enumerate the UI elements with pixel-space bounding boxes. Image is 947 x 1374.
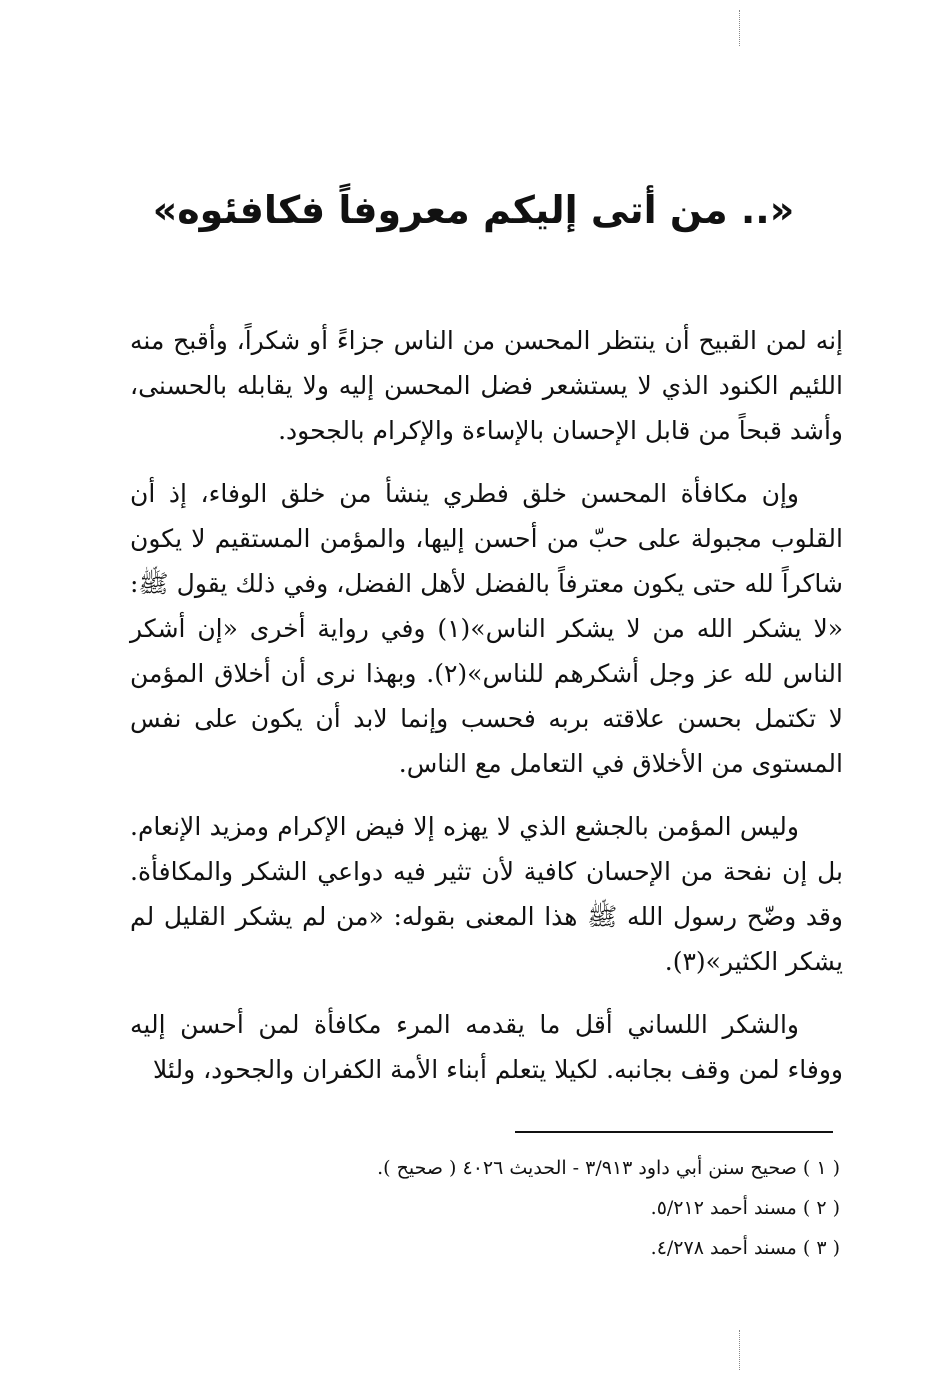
paragraph-2: وإن مكافأة المحسن خلق فطري ينشأ من خلق الوفاء، إذ أن القلوب مجبولة على حبّ من أحسن إليها، والمؤمن المستقيم لا يكون شاكراً لله حتى يكون معترفاً بالفضل لأهل الفضل، وفي ذلك يقول ﷺ: «لا يشكر الله من لا يشكر الناس»(١) وفي رواية أخرى «إن أشكر الناس لله عز وجل أشكرهم للناس»(٢). وبهذا نرى أن أخلاق المؤمن لا تكتمل بحسن علاقته بربه فحسب وإنما لابد أن يكون على نفس المستوى من الأخلاق في التعامل مع الناس.: [130, 479, 844, 778]
footnote-divider: [515, 1131, 833, 1133]
footnotes: [300, 1148, 840, 1268]
paragraph-4: والشكر اللساني أقل ما يقدمه المرء مكافأة لمن أحسن إليه ووفاء لمن وقف بجانبه. لكيلا يتعلم أبناء الأمة الكفران والجحود، ولئلا: [130, 1010, 843, 1084]
scan-mark-bottom: [739, 1330, 740, 1370]
paragraph-3: وليس المؤمن بالجشع الذي لا يهزه إلا فيض الإكرام ومزيد الإنعام. بل إن نفحة من الإحسان كافية لأن تثير فيه دواعي الشكر والمكافأة. وقد وضّح رسول الله ﷺ هذا المعنى بقوله: «من لم يشكر القليل لم يشكر الكثير»(٣).: [130, 812, 843, 976]
body-text: [130, 318, 843, 1110]
footnote-2: ( ٢ ) مسند أحمد ٥/٢١٢.: [650, 1197, 840, 1219]
footnote-1: ( ١ ) صحيح سنن أبي داود ٣/٩١٣ - الحديث ٤٠٢٦ ( صحيح ).: [377, 1157, 840, 1179]
footnote-3: ( ٣ ) مسند أحمد ٤/٢٧٨.: [650, 1237, 840, 1259]
page-title: «.. من أتى إليكم معروفاً فكافئوه»: [152, 188, 795, 232]
paragraph-1: إنه لمن القبيح أن ينتظر المحسن من الناس جزاءً أو شكراً، وأقبح منه اللئيم الكنود الذي لا يستشعر فضل المحسن إليه ولا يقابله بالحسنى، وأشد قبحاً من قابل الإحسان بالإساءة والإكرام بالجحود.: [130, 326, 843, 445]
scan-mark-top: [739, 10, 740, 46]
